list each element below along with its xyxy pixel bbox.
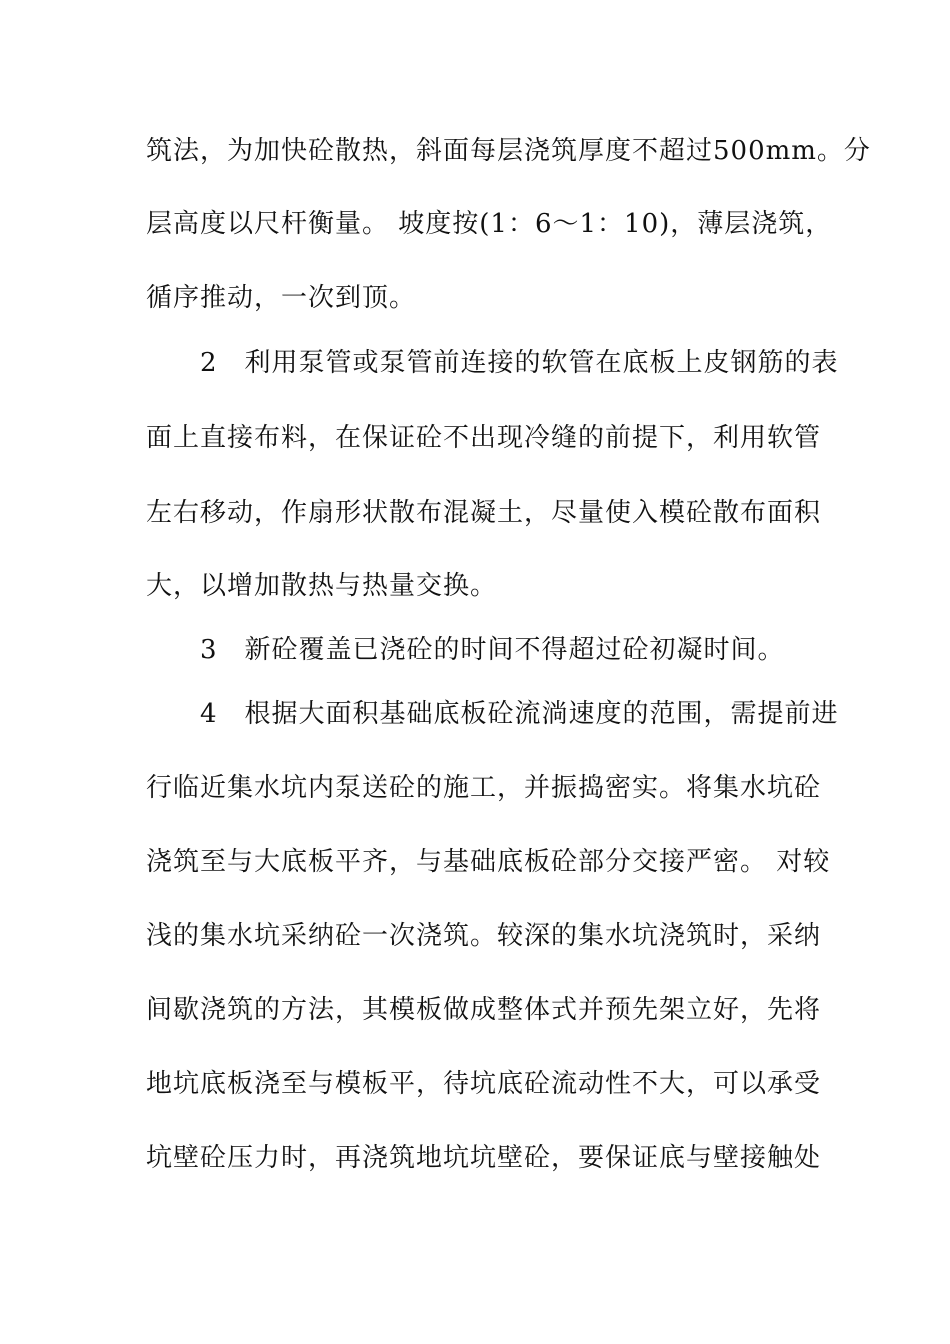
- text-line: 行临近集水坑内泵送砼的施工，并振捣密实。将集水坑砼: [146, 773, 822, 803]
- text-line: 地坑底板浇至与模板平，待坑底砼流动性不大，可以承受: [146, 1069, 822, 1099]
- text-line: 层高度以尺杆衡量。 坡度按(1：6～1：10)，薄层浇筑，: [146, 209, 833, 239]
- text-line: 大，以增加散热与热量交换。: [146, 571, 498, 601]
- text-line: 3 新砼覆盖已浇砼的时间不得超过砼初凝时间。: [146, 635, 785, 665]
- text-line: 2 利用泵管或泵管前连接的软管在底板上皮钢筋的表: [146, 348, 839, 378]
- text-line: 筑法，为加快砼散热，斜面每层浇筑厚度不超过500mm。分: [146, 136, 871, 166]
- text-line: 坑壁砼压力时，再浇筑地坑坑壁砼，要保证底与壁接触处: [146, 1143, 822, 1173]
- text-line: 循序推动，一次到顶。: [146, 283, 417, 313]
- text-line: 浅的集水坑采纳砼一次浇筑。较深的集水坑浇筑时，采纳: [146, 921, 822, 951]
- text-line: 间歇浇筑的方法，其模板做成整体式并预先架立好，先将: [146, 995, 822, 1025]
- text-line: 面上直接布料，在保证砼不出现冷缝的前提下，利用软管: [146, 423, 822, 453]
- text-line: 浇筑至与大底板平齐，与基础底板砼部分交接严密。 对较: [146, 847, 831, 877]
- text-line: 左右移动，作扇形状散布混凝土，尽量使入模砼散布面积: [146, 498, 822, 528]
- text-line: 4 根据大面积基础底板砼流淌速度的范围，需提前进: [146, 699, 839, 729]
